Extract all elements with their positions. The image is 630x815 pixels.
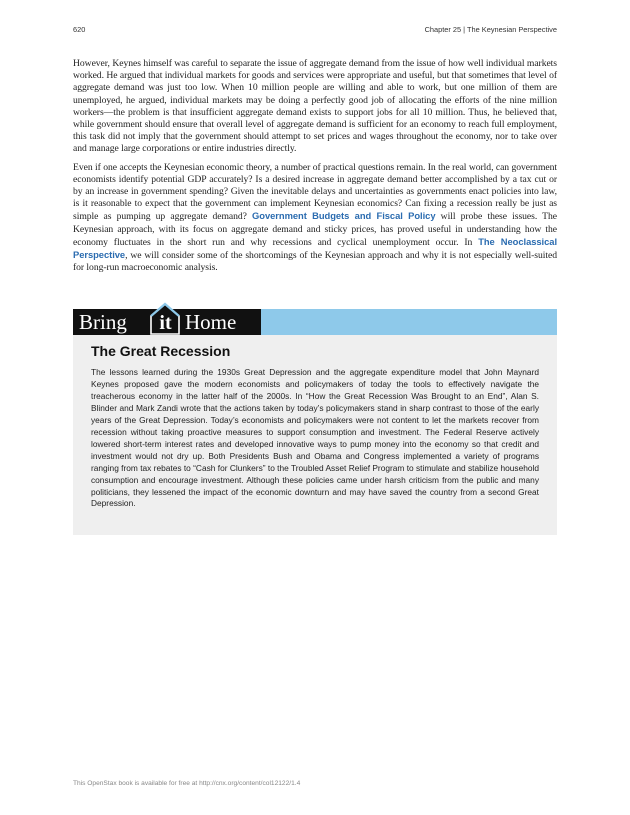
paragraph-1: However, Keynes himself was careful to separate the issue of aggregate demand from the issue of how well individual markets worked. He argued that individual markets for goods and services were appropriate and useful, but that sometimes that level of aggregate demand was just too low. When 10 million people are willing and able to work, but one million of them are unemployed, he argued, individual markets may be doing a perfectly good job of allocating the efforts of the nine million workers—the problem is that insufficient aggregate demand exists to support jobs for all 10 million. Thus, he believed that, while government should ensure that overall level of aggregate demand is sufficient for an economy to reach full employment, this task did not imply that the government should attempt to set prices and wages throughout the economy, nor to take over and manage large corporations or entire industries directly.: [73, 58, 557, 155]
logo-word-home: Home: [185, 310, 237, 334]
chapter-title: Chapter 25 | The Keynesian Perspective: [424, 25, 557, 34]
bring-it-home-feature: [73, 309, 557, 535]
paragraph-2-part-b: will probe these issues. The Keynesian approach, with its focus on aggregate demand and sticky prices, has proved useful in understanding how the economy fluctuates in the short run and why recessions and cyclical unemployment occur. In: [73, 211, 557, 248]
bring-it-home-logo: [73, 309, 261, 335]
paragraph-2-part-a: Even if one accepts the Keynesian economic theory, a number of practical questions remain. In the real world, can government economists identify potential GDP accurately? Is a desired increase in aggregate demand better accomplished by a tax cut or by an increase in government spending? Given the inevitable delays and uncertainties as governments enact policies into law, is it reasonable to expect that the government can implement Keynesian economics? Can fixing a recession really be just as simple as pumping up aggregate demand?: [73, 161, 557, 223]
page-footer: This OpenStax book is available for free at http://cnx.org/content/col12122/1.4: [73, 780, 301, 787]
main-text: [73, 58, 557, 280]
link-government-budgets[interactable]: Government Budgets and Fiscal Policy: [252, 210, 436, 222]
logo-word-bring: Bring: [79, 310, 127, 334]
page-number: 620: [73, 25, 86, 34]
paragraph-2-part-c: , we will consider some of the shortcomings of the Keynesian approach and why it is not especially well-suited for long-run macroeconomic analysis.: [73, 250, 557, 274]
link-neoclassical-perspective[interactable]: The Neoclassical Perspective: [73, 235, 557, 261]
feature-text: The lessons learned during the 1930s Great Depression and the aggregate expenditure model that John Maynard Keynes proposed gave the modern economists and policymakers of today the tools to effectively navigate the treacherous economy in the latter half of the 2000s. In “How the Great Recession Was Brought to an End”, Alan S. Blinder and Mark Zandi wrote that the actions taken by today’s policymakers stand in sharp contrast to those of the early years of the Great Depression. Today’s economists and policymakers were not content to let the markets recover from recession without taking proactive measures to support consumption and investment. The Federal Reserve actively lowered short-term interest rates and developed innovative ways to pump money into the economy so that credit and investment would not dry up. Both Presidents Bush and Obama and Congress implemented a variety of programs ranging from tax rebates to “Cash for Clunkers” to the Troubled Asset Relief Program to stimulate and stabilize household consumption and encourage investment. Although these policies came under harsh criticism from the public and many politicians, they lessened the impact of the economic downturn and may have saved the country from a second Great Depression.: [91, 367, 539, 509]
feature-title: The Great Recession: [91, 343, 231, 359]
paragraph-2: [73, 162, 557, 275]
feature-box: [73, 335, 557, 535]
logo-word-it: it: [159, 312, 172, 334]
